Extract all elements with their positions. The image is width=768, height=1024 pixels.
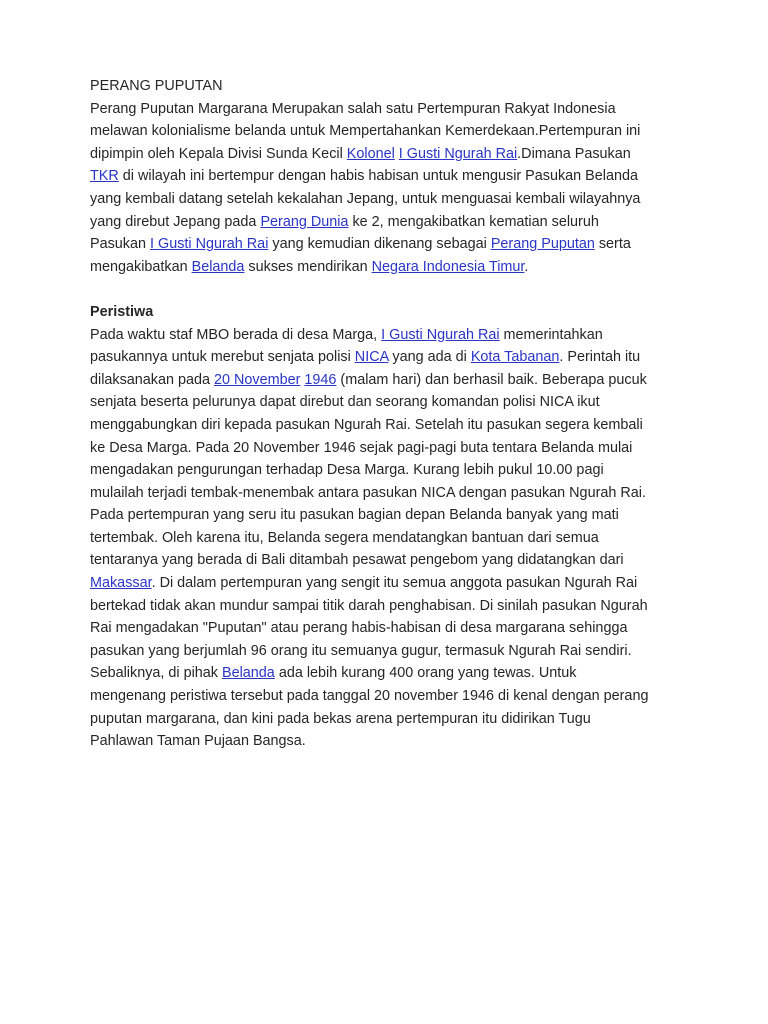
text: yang kembali datang setelah kekalahan Jepang, untuk menguasai kembali wilayahnya	[90, 190, 641, 207]
link-1946[interactable]: 1946	[304, 371, 337, 388]
intro-line	[90, 256, 690, 279]
text: pasukan yang berjumlah 96 orang itu semuanya gugur, termasuk Ngurah Rai sendiri.	[90, 642, 632, 659]
text: ke Desa Marga. Pada 20 November 1946 sejak pagi-pagi buta tentara Belanda mulai	[90, 439, 633, 456]
body-line	[90, 369, 690, 392]
text: yang kemudian dikenang sebagai	[268, 236, 491, 253]
intro-line	[90, 233, 690, 256]
text: Pada waktu staf MBO berada di desa Marga,	[90, 326, 382, 343]
link-i-gusti-ngurah-rai[interactable]: I Gusti Ngurah Rai	[381, 326, 500, 343]
link-makassar[interactable]: Makassar	[90, 575, 152, 592]
body-line	[90, 708, 690, 731]
body-line	[90, 437, 690, 460]
link-kota-tabanan[interactable]: Kota Tabanan	[470, 349, 560, 366]
text: pasukannya untuk merebut senjata polisi	[90, 349, 355, 366]
text: serta	[594, 236, 631, 253]
text: memerintahkan	[499, 326, 603, 343]
body-line	[90, 391, 690, 414]
text: dilaksanakan pada	[90, 371, 215, 388]
link-perang-dunia[interactable]: Perang Dunia	[260, 213, 349, 230]
text: ke 2, mengakibatkan kematian seluruh	[348, 213, 599, 230]
text: . Di dalam pertempuran yang sengit itu semua anggota pasukan Ngurah Rai	[151, 575, 638, 592]
text: tertembak. Oleh karena itu, Belanda segera mendatangkan bantuan dari semua	[90, 529, 599, 546]
text: puputan margarana, dan kini pada bekas arena pertempuran itu didirikan Tugu	[90, 710, 591, 727]
link-i-gusti-ngurah-rai[interactable]: I Gusti Ngurah Rai	[398, 145, 518, 162]
intro-line	[90, 143, 690, 166]
text: yang ada di	[388, 349, 471, 366]
link-negara-indonesia-timur[interactable]: Negara Indonesia Timur	[371, 258, 525, 275]
text: yang direbut Jepang pada	[90, 213, 261, 230]
body-line	[90, 617, 690, 640]
text: Pada pertempuran yang seru itu pasukan bagian depan Belanda banyak yang mati	[90, 507, 619, 524]
link-belanda[interactable]: Belanda	[191, 258, 245, 275]
body-line	[90, 527, 690, 550]
intro-line	[90, 98, 690, 121]
section-heading: Peristiwa	[90, 303, 154, 320]
body-line	[90, 549, 690, 572]
text: Sebaliknya, di pihak	[90, 665, 222, 682]
text: menggabungkan diri kepada pasukan Ngurah Rai. Setelah itu pasukan segera kembali	[90, 416, 643, 433]
text: Pasukan	[90, 236, 151, 253]
intro-line	[90, 165, 690, 188]
link-tkr[interactable]: TKR	[90, 168, 119, 185]
text: Rai mengadakan "Puputan" atau perang habis-habisan di desa margarana sehingga	[90, 620, 628, 637]
body-line	[90, 685, 690, 708]
link-belanda[interactable]: Belanda	[222, 665, 275, 682]
text: (malam hari) dan berhasil baik. Beberapa pucuk	[336, 371, 647, 388]
text: tentaranya yang berada di Bali ditambah pesawat pengebom yang didatangkan dari	[90, 552, 624, 569]
intro-line	[90, 211, 690, 234]
link-20-november[interactable]: 20 November	[214, 371, 301, 388]
text: .Dimana Pasukan	[517, 145, 631, 162]
text: bertekad tidak akan mundur sampai titik darah penghabisan. Di sinilah pasukan Ngurah	[90, 597, 648, 614]
text: mengenang peristiwa tersebut pada tanggal 20 november 1946 di kenal dengan perang	[90, 688, 649, 705]
text: dipimpin oleh Kepala Divisi Sunda Kecil	[90, 145, 347, 162]
text: Perang Puputan Margarana Merupakan salah satu Pertempuran Rakyat Indonesia	[90, 100, 616, 117]
link-kolonel[interactable]: Kolonel	[346, 145, 395, 162]
text: mengakibatkan	[90, 258, 192, 275]
text: di wilayah ini bertempur dengan habis habisan untuk mengusir Pasukan Belanda	[118, 168, 638, 185]
text: mulailah terjadi tembak-menembak antara pasukan NICA dengan pasukan Ngurah Rai.	[90, 484, 646, 501]
body-line	[90, 640, 690, 663]
text: sukses mendirikan	[244, 258, 372, 275]
body-line	[90, 459, 690, 482]
text: .	[524, 258, 529, 275]
intro-line	[90, 120, 690, 143]
document-title: PERANG PUPUTAN	[90, 78, 223, 94]
link-i-gusti-ngurah-rai[interactable]: I Gusti Ngurah Rai	[150, 236, 269, 253]
text: melawan kolonialisme belanda untuk Mempertahankan Kemerdekaan.Pertempuran ini	[90, 123, 641, 140]
document-page	[90, 75, 690, 753]
text: senjata beserta pelurunya dapat direbut dan seorang komandan polisi NICA ikut	[90, 394, 600, 411]
body-line	[90, 730, 690, 753]
text: mengadakan pengurungan terhadap Desa Marga. Kurang lebih pukul 10.00 pagi	[90, 462, 604, 479]
paragraph-spacer	[90, 278, 690, 301]
intro-line	[90, 188, 690, 211]
text: . Perintah itu	[559, 349, 641, 366]
body-line	[90, 595, 690, 618]
body-line	[90, 324, 690, 347]
text: Pahlawan Taman Pujaan Bangsa.	[90, 733, 306, 750]
body-line	[90, 572, 690, 595]
body-line	[90, 346, 690, 369]
body-line	[90, 504, 690, 527]
text: ada lebih kurang 400 orang yang tewas. Untuk	[274, 665, 577, 682]
link-perang-puputan[interactable]: Perang Puputan	[490, 236, 595, 253]
link-nica[interactable]: NICA	[354, 349, 389, 366]
body-line	[90, 482, 690, 505]
body-line	[90, 662, 690, 685]
body-line	[90, 414, 690, 437]
